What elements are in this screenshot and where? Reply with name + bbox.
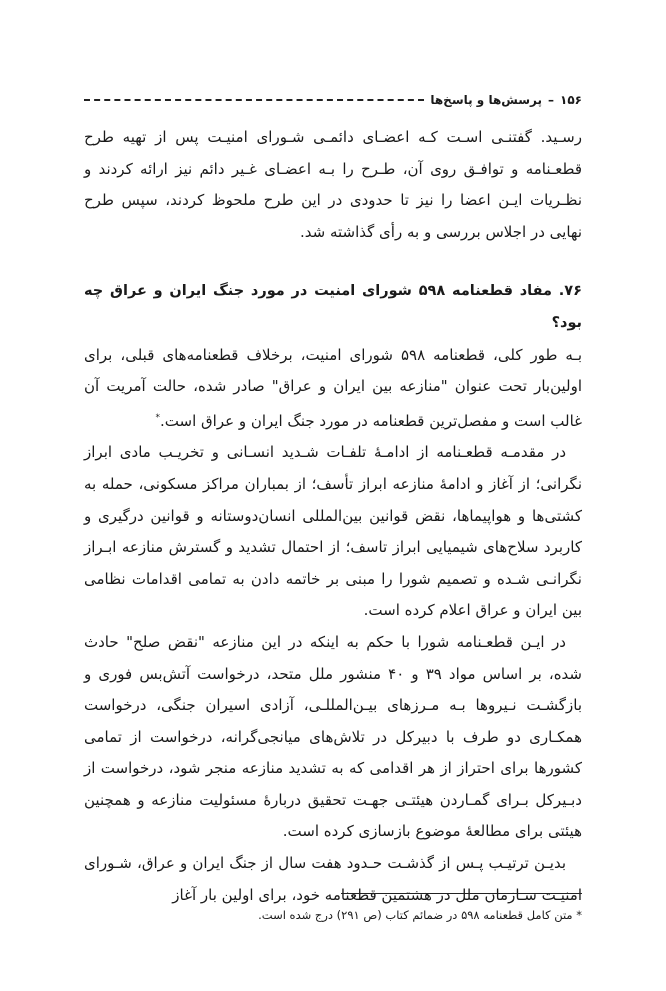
- running-header: [84, 88, 582, 112]
- paragraph-conclusion: بدیـن ترتیـب پـس از گذشـت حـدود هفت سال از جنگ ایران و عراق، شـورای امنیـت سـازمان ملل در هشتمین قطعنامه خود، برای اولین بار آغاز: [84, 854, 582, 904]
- paragraph-provisions: در ایـن قطعـنامه شورا با حکم به اینکه در این منازعه "نقض صلح" حادث شده، بر اساس مواد ۳۹ و ۴۰ منشور ملل متحد، درخواست آتش‌بس فوری و بازگشـت نـیروها بـه مـرزهای بیـن‌المللـی، آزادی اسیران جنگی، درخواست همکـاری دو طرف با دبیرکل در تلاش‌های میانجی‌گرانه، درخواست از تمامی کشورها برای احتراز از هر اقدامی که به تشدید منازعه منجر شود، درخواست از دبـیرکل بـرای گمـاردن هیئتـی جهـت تحقیق دربارهٔ مسئولیت منازعه و همچنین هیئتی برای مطالعهٔ موضوع بازسازی کرده است.: [84, 632, 583, 841]
- main-text: [84, 122, 582, 911]
- paragraph-answer-intro-text: بـه طور کلی، قطعنامه ۵۹۸ شورای امنیت، برخلاف قطعنامه‌های قبلی، برای اولین‌بار تحت عنوان "منازعه بین ایران و عراق" صادر شده، حالت آمریت آن غالب است و مفصل‌ترین قطعنامه در مورد جنگ ایران و عراق است.: [84, 345, 582, 430]
- page-number: ۱۵۶: [560, 93, 582, 107]
- header-dashed-rule: [84, 99, 424, 101]
- paragraph-continuation: رسـید. گفتنـی اسـت کـه اعضـای دائمـی شـورای امنیـت پس از تهیه طرح قطعـنامه و توافـق روی آن، طـرح را بـه اعضـای غـیر دائم نیز ارائه کردند و نظـریات ایـن اعضا را نیز تا حدودی در این طرح ملحوظ کردند، سپس طرح نهایی در اجلاس بررسی و به رأی گذاشته شد.: [84, 128, 582, 241]
- header-dash: –: [548, 93, 555, 107]
- paragraph-answer-intro: [84, 340, 582, 438]
- section-gap: [84, 248, 582, 276]
- footnote-separator: [341, 893, 582, 894]
- footnote-marker: *: [155, 412, 161, 423]
- footnote-text: * متن کامل قطعنامه ۵۹۸ در ضمائم کتاب (ص ۲۹۱) درج شده است.: [258, 908, 582, 922]
- paragraph-preamble: در مقدمـه قطعـنامه از ادامـهٔ تلفـات شـدید انسـانی و تخریـب مادی ابراز نگرانی؛ از آغاز و ادامهٔ منازعه ابراز تأسف؛ از بمباران مراکز مسکونی، حمله به کشتی‌ها و هواپیماها، نقض قوانین بین‌المللی انسان‌دوستانه و قوانین درگیری و کاربرد سلاح‌های شیمیایی ابراز تاسف؛ از احتمال تشدید و گسترش منازعه ابـراز نگرانـی شـده و تصمیم شورا را مبنی بر خاتمه دادن به تمامی اقدامات نظامی بین ایران و عراق اعلام کرده است.: [84, 443, 582, 620]
- question-heading: ۷۶. مفاد قطعنامه ۵۹۸ شورای امنیت در مورد جنگ ایران و عراق چه بود؟: [84, 283, 582, 331]
- book-title: پرسش‌ها و پاسخ‌ها: [430, 93, 543, 107]
